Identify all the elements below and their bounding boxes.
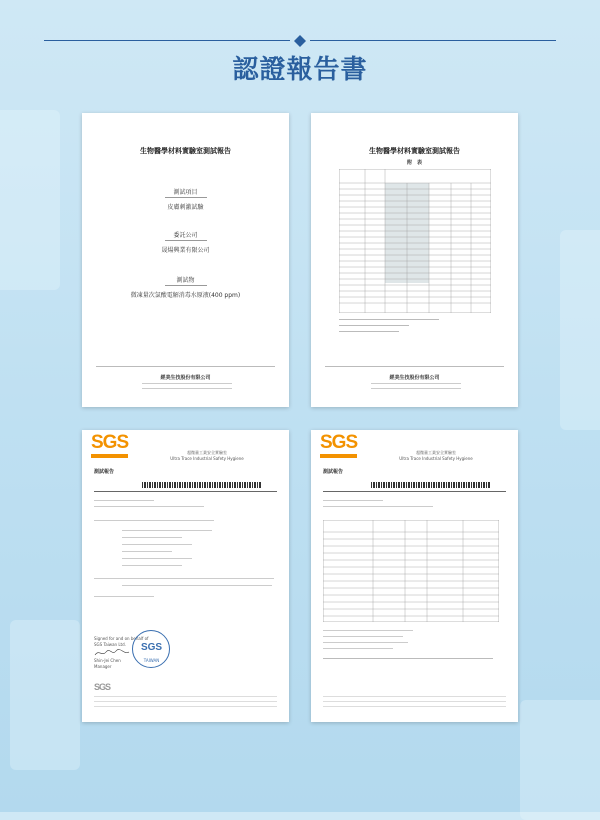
text-line [122,537,182,538]
signature-icon [94,648,130,658]
title-divider-left [44,40,290,41]
footer-fine-print [94,706,277,707]
text-line [122,530,212,531]
underline [165,197,207,198]
background-shape [560,230,600,430]
lab-name-en: Ultra Trace Industrial Safety Hygiene [399,456,473,461]
note-line [323,636,403,637]
background-shape [0,110,60,290]
results-table [323,520,499,622]
report-barcode [142,482,262,488]
footer-text-line [371,388,461,389]
header-rule [323,491,506,492]
footer-text-line [371,383,461,384]
report-page-skin-irritation[interactable] [82,113,289,407]
sgs-logo: SGS [91,432,129,453]
footer-fine-print [323,701,506,702]
test-item-value: 皮膚刺激試驗 [167,204,204,211]
text-line [94,506,204,507]
footer-company: 經美生技股份有限公司 [160,375,211,381]
text-line [122,585,272,586]
text-line [94,500,154,501]
report-barcode [371,482,491,488]
footer-line [96,366,275,367]
test-substance-value: 微凍量次氯酸電解消毒水原液(400 ppm) [130,292,241,299]
report-page-sgs-2[interactable] [311,430,518,722]
text-line [94,520,214,521]
footer-fine-print [94,696,277,697]
report-header: 生物醫學材料實驗室測試報告 [140,147,231,155]
sgs-logo-bar [91,454,128,458]
page-title: 認證報告書 [232,55,368,85]
note-line [323,658,493,659]
diamond-ornament-icon [294,35,306,47]
report-label: 測試報告 [323,469,344,475]
background-shape [520,700,600,820]
appendix-title: 附 表 [406,160,422,166]
signed-company: SGS Taiwan Ltd. [94,642,126,647]
report-label: 測試報告 [94,469,115,475]
note-line [323,630,413,631]
text-line [323,506,433,507]
test-substance-label: 測試物 [176,277,195,284]
text-line [94,578,274,579]
footer-company: 經美生技股份有限公司 [389,375,440,381]
sgs-logo: SGS [320,432,358,453]
note-line [339,325,409,326]
text-line [122,551,172,552]
lab-name-cn: 超微量工業安全實驗室 [187,450,227,455]
underline [165,240,207,241]
results-table [339,169,491,313]
sgs-logo-bar [320,454,357,458]
sgs-footer-logo: SGS [94,682,111,692]
note-line [339,331,399,332]
title-divider-right [310,40,556,41]
footer-fine-print [323,696,506,697]
stamp-ring-text: TAIWAN [143,658,160,663]
text-line [122,558,192,559]
stamp-text: SGS [140,642,163,653]
background-shape [10,620,80,770]
text-line [94,596,154,597]
lab-name-cn: 超微量工業安全實驗室 [416,450,456,455]
text-line [122,544,192,545]
report-header: 生物醫學材料實驗室測試報告 [369,147,460,155]
underline [165,285,207,286]
test-item-label: 測試項目 [173,189,198,196]
client-value: 晟煬興業有限公司 [161,247,210,254]
lab-name-en: Ultra Trace Industrial Safety Hygiene [170,456,244,461]
client-label: 委託公司 [173,232,198,239]
note-line [323,648,393,649]
report-page-results-table[interactable] [311,113,518,407]
text-line [323,500,383,501]
footer-text-line [142,388,232,389]
footer-line [325,366,504,367]
note-line [323,642,408,643]
text-line [122,565,182,566]
footer-fine-print [94,701,277,702]
header-rule [94,491,277,492]
footer-text-line [142,383,232,384]
signatory-name: Shin-Jei Chen [94,658,121,663]
report-page-sgs-1[interactable] [82,430,289,722]
note-line [339,319,439,320]
signatory-title: Manager [94,664,112,669]
footer-fine-print [323,706,506,707]
signed-for: Signed for and on behalf of [94,636,149,641]
